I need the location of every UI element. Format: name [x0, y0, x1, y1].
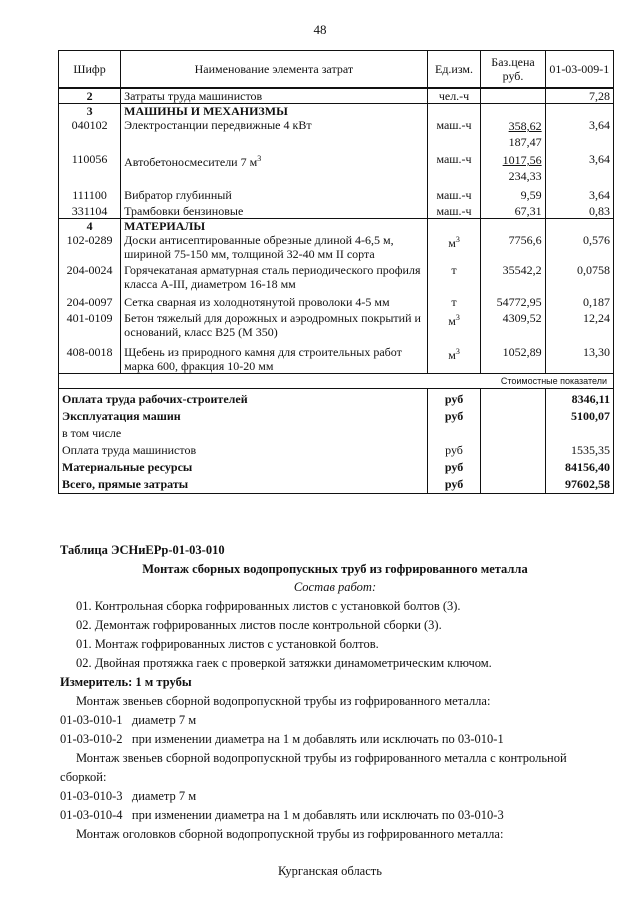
norm-code: 01-03-010-1 — [60, 713, 123, 727]
table-row — [59, 184, 614, 202]
table-row — [59, 261, 614, 291]
row-price: 54772,95 — [481, 291, 545, 309]
header-unit: Ед.изм. — [427, 51, 481, 89]
table-row — [59, 150, 614, 184]
row-unit: маш.-ч — [427, 202, 481, 219]
row-name-sup: 3 — [257, 154, 262, 163]
total-label: Оплата труда машинистов — [59, 440, 428, 457]
materials-code: 4 — [59, 219, 121, 234]
row-price: 1052,89 — [481, 339, 545, 374]
total-row — [59, 474, 614, 494]
row-name: Вибратор глубинный — [121, 184, 427, 202]
total-row — [59, 406, 614, 423]
total-value: 84156,40 — [545, 457, 613, 474]
cost-note: Стоимостные показатели — [59, 374, 614, 389]
row-value: 3,64 — [545, 184, 613, 202]
group-heading: Монтаж оголовков сборной водопропускной трубы из гофрированного металла: — [76, 827, 504, 841]
norm-item — [60, 732, 504, 747]
group-heading: Монтаж звеньев сборной водопропускной трубы из гофрированного металла: — [76, 694, 491, 708]
meter: Измеритель: 1 м трубы — [60, 675, 192, 689]
row-name: Щебень из природного камня для строительных работ марка 600, фракция 10-20 мм — [121, 339, 427, 374]
row-name-text: Автобетоносмесители 7 м — [124, 155, 258, 169]
norm-item — [60, 808, 504, 823]
row-value: 12,24 — [545, 309, 613, 339]
row-value: 3,64 — [545, 118, 613, 150]
total-unit: руб — [427, 406, 481, 423]
norm-code: 01-03-010-3 — [60, 789, 123, 803]
machines-section-row — [59, 104, 614, 119]
table-row — [59, 233, 614, 261]
labor-name: Затраты труда машинистов — [121, 88, 427, 104]
table-id: Таблица ЭСНиЕРр-01-03-010 — [60, 543, 225, 557]
group-heading-cont: сборкой: — [60, 770, 107, 784]
total-value: 97602,58 — [545, 474, 613, 494]
row-code: 110056 — [59, 150, 121, 184]
row-unit — [427, 309, 481, 339]
row-price: 4309,52 — [481, 309, 545, 339]
row-code: 408-0018 — [59, 339, 121, 374]
norm-item — [60, 789, 196, 804]
total-row — [59, 457, 614, 474]
materials-title: МАТЕРИАЛЫ — [121, 219, 427, 234]
row-unit: т — [427, 291, 481, 309]
total-label: Эксплуатация машин — [59, 406, 428, 423]
work-item: 02. Демонтаж гофрированных листов после контрольной сборки (3). — [76, 618, 442, 632]
total-row — [59, 423, 614, 440]
norm-text: диаметр 7 м — [131, 789, 197, 803]
row-unit-text: м — [448, 236, 456, 250]
header-base-price: Баз.цена руб. — [481, 51, 545, 89]
row-price: 67,31 — [481, 202, 545, 219]
norm-text: при изменении диаметра на 1 м добавлять или исключать по 03-010-1 — [131, 732, 504, 746]
row-price-main: 358,62 — [508, 119, 542, 133]
row-value: 0,576 — [545, 233, 613, 261]
cost-note-row — [59, 374, 614, 389]
total-row — [59, 389, 614, 407]
materials-section-row — [59, 219, 614, 234]
row-value: 0,83 — [545, 202, 613, 219]
section-subheading: Состав работ: — [293, 580, 377, 594]
row-unit-text: м — [448, 314, 456, 328]
work-item: 02. Двойная протяжка гаек с проверкой затяжки динамометрическим ключом. — [76, 656, 492, 670]
row-price-main: 1017,56 — [502, 153, 542, 167]
row-code: 204-0097 — [59, 291, 121, 309]
row-price: 35542,2 — [481, 261, 545, 291]
row-unit-sup: 3 — [455, 313, 460, 322]
group-heading: Монтаж звеньев сборной водопропускной трубы из гофрированного металла с контрольной — [76, 751, 567, 765]
labor-value: 7,28 — [545, 88, 613, 104]
row-code: 102-0289 — [59, 233, 121, 261]
total-value: 5100,07 — [545, 406, 613, 423]
header-name: Наименование элемента затрат — [121, 51, 427, 89]
total-value: 1535,35 — [545, 440, 613, 457]
resource-table — [58, 50, 614, 494]
section-heading: Монтаж сборных водопропускных труб из гофрированного металла — [142, 562, 528, 576]
row-unit: маш.-ч — [427, 184, 481, 202]
row-name: Доски антисептированные обрезные длиной 4-6,5 м, шириной 75-150 мм, толщиной 32-40 мм II сорта — [121, 233, 427, 261]
row-unit: т — [427, 261, 481, 291]
total-row — [59, 440, 614, 457]
norm-code: 01-03-010-2 — [60, 732, 123, 746]
row-price-secondary: 234,33 — [508, 169, 542, 183]
table-row — [59, 339, 614, 374]
total-unit: руб — [427, 389, 481, 407]
row-code: 401-0109 — [59, 309, 121, 339]
row-code: 111100 — [59, 184, 121, 202]
norm-text: при изменении диаметра на 1 м добавлять или исключать по 03-010-3 — [131, 808, 504, 822]
total-unit: руб — [427, 474, 481, 494]
total-value: 8346,11 — [545, 389, 613, 407]
labor-row — [59, 88, 614, 104]
row-name: Трамбовки бензиновые — [121, 202, 427, 219]
table-row — [59, 202, 614, 219]
row-code: 331104 — [59, 202, 121, 219]
page-number: 48 — [313, 22, 327, 37]
row-name: Горячекатаная арматурная сталь периодического профиля класса А-III, диаметром 16-18 мм — [121, 261, 427, 291]
labor-unit: чел.-ч — [427, 88, 481, 104]
total-label: Материальные ресурсы — [59, 457, 428, 474]
table-row — [59, 309, 614, 339]
total-label: Всего, прямые затраты — [59, 474, 428, 494]
table-row — [59, 291, 614, 309]
row-price — [481, 150, 545, 184]
row-unit-sup: 3 — [455, 347, 460, 356]
total-label: в том числе — [59, 423, 428, 440]
row-name: Бетон тяжелый для дорожных и аэродромных покрытий и оснований, класс В25 (М 350) — [121, 309, 427, 339]
row-price — [481, 118, 545, 150]
row-unit — [427, 339, 481, 374]
row-value: 0,0758 — [545, 261, 613, 291]
page-footer: Курганская область — [278, 864, 382, 878]
total-unit: руб — [427, 457, 481, 474]
row-unit — [427, 233, 481, 261]
labor-code: 2 — [59, 88, 121, 104]
header-code: Шифр — [59, 51, 121, 89]
table-row — [59, 118, 614, 150]
row-code: 040102 — [59, 118, 121, 150]
row-name: Сетка сварная из холоднотянутой проволоки 4-5 мм — [121, 291, 427, 309]
row-name: Электростанции передвижные 4 кВт — [121, 118, 427, 150]
row-price-secondary: 187,47 — [508, 135, 542, 149]
norm-code: 01-03-010-4 — [60, 808, 123, 822]
total-label: Оплата труда рабочих-строителей — [59, 389, 428, 407]
table-header — [59, 51, 614, 89]
row-unit-text: м — [448, 348, 456, 362]
norm-text: диаметр 7 м — [131, 713, 197, 727]
row-unit: маш.-ч — [427, 118, 481, 150]
row-price: 9,59 — [481, 184, 545, 202]
header-norm: 01-03-009-1 — [545, 51, 613, 89]
row-value: 3,64 — [545, 150, 613, 184]
work-item: 01. Монтаж гофрированных листов с установкой болтов. — [76, 637, 379, 651]
total-unit: руб — [427, 440, 481, 457]
row-value: 13,30 — [545, 339, 613, 374]
row-code: 204-0024 — [59, 261, 121, 291]
machines-title: МАШИНЫ И МЕХАНИЗМЫ — [121, 104, 427, 119]
machines-code: 3 — [59, 104, 121, 119]
row-unit-sup: 3 — [455, 235, 460, 244]
row-name — [121, 150, 427, 184]
row-price: 7756,6 — [481, 233, 545, 261]
row-value: 0,187 — [545, 291, 613, 309]
norm-item — [60, 713, 196, 728]
work-item: 01. Контрольная сборка гофрированных листов с установкой болтов (3). — [76, 599, 461, 613]
row-unit: маш.-ч — [427, 150, 481, 184]
